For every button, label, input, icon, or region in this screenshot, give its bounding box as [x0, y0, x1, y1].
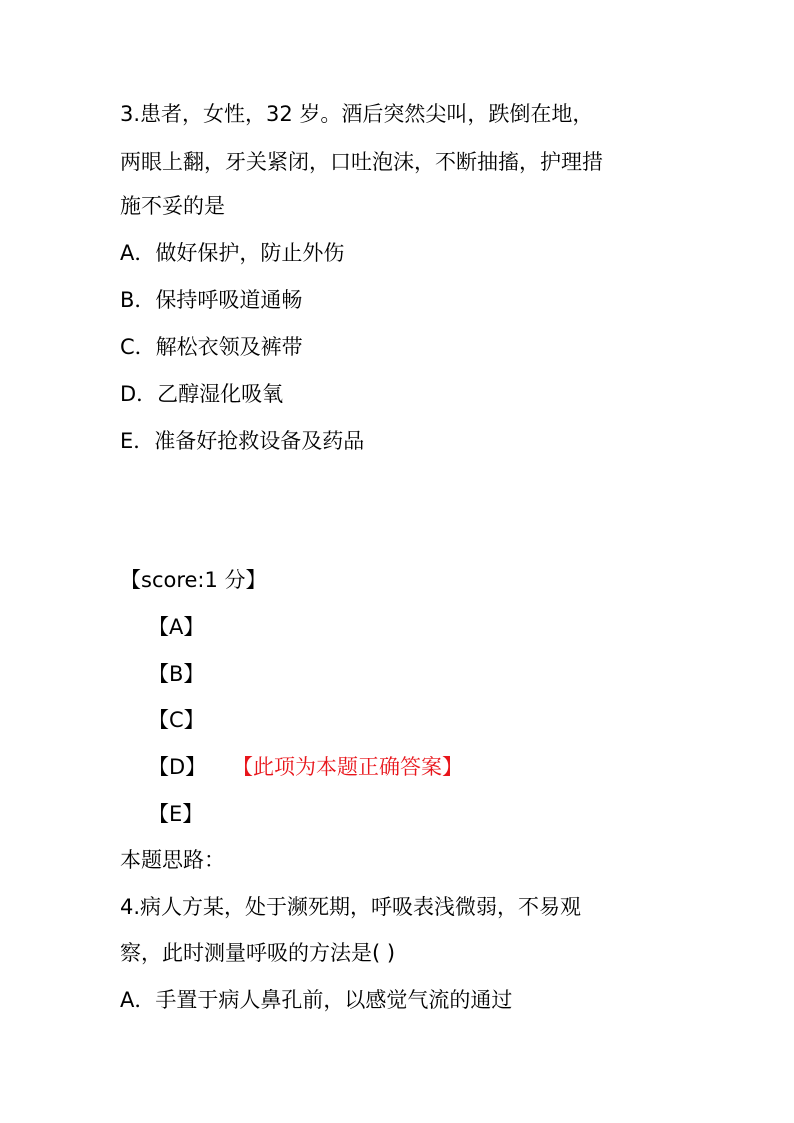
q3-score: 【score:1 分】: [120, 568, 267, 592]
q3-option-b: B．保持呼吸道通畅: [120, 288, 303, 312]
q3-stem-line-1: 3.患者，女性，32 岁。酒后突然尖叫，跌倒在地，: [120, 102, 594, 126]
q3-answer-a: 【A】: [148, 615, 205, 639]
q3-stem-line-3: 施不妥的是: [120, 194, 225, 218]
q3-option-a: A．做好保护，防止外伤: [120, 241, 345, 265]
q3-answer-c: 【C】: [148, 708, 205, 732]
q3-option-d: D．乙醇湿化吸氧: [120, 382, 284, 406]
q3-analysis-label: 本题思路：: [120, 848, 225, 872]
q3-answer-e: 【E】: [148, 802, 204, 826]
q3-answer-d: 【D】: [148, 755, 207, 779]
q4-stem-line-2: 察，此时测量呼吸的方法是( ): [120, 941, 396, 965]
q3-stem-line-2: 两眼上翻，牙关紧闭，口吐泡沫，不断抽搐，护理措: [120, 150, 603, 174]
q4-stem-line-1: 4.病人方某，处于濒死期，呼吸表浅微弱，不易观: [120, 895, 582, 919]
q4-option-a: A．手置于病人鼻孔前，以感觉气流的通过: [120, 988, 513, 1012]
q3-option-c: C．解松衣领及裤带: [120, 335, 303, 359]
q3-option-e: E．准备好抢救设备及药品: [120, 429, 365, 453]
correct-answer-note: 【此项为本题正确答案】: [232, 755, 463, 779]
q3-answer-b: 【B】: [148, 662, 205, 686]
